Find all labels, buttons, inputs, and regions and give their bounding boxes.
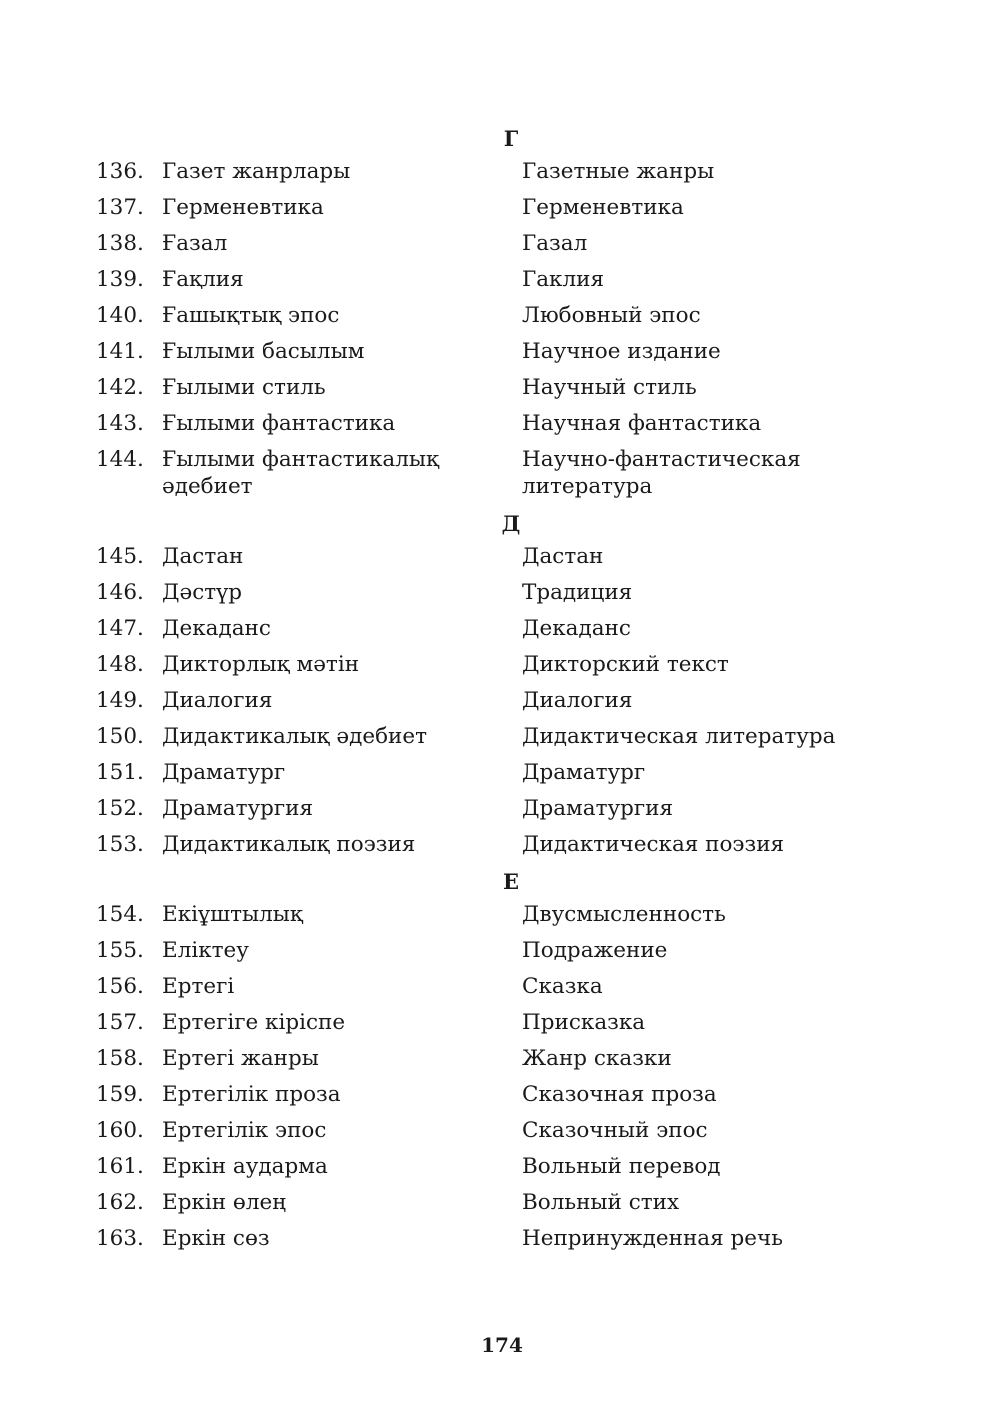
entry-140: [96, 302, 916, 329]
kazakh-term: Ғашықтық эпос: [162, 303, 340, 328]
entry-number: 137.: [96, 195, 144, 220]
entry-149: [96, 687, 916, 714]
entry-number: 147.: [96, 616, 144, 641]
entry-number: 143.: [96, 411, 144, 436]
entry-143: [96, 410, 916, 437]
entry-145: [96, 543, 916, 570]
entry-162: [96, 1189, 916, 1216]
kazakh-term: Дастан: [162, 544, 244, 569]
kazakh-term: Ертегіге кіріспе: [162, 1010, 346, 1035]
russian-term: Жанр сказки: [522, 1046, 672, 1071]
kazakh-term: Газет жанрлары: [162, 159, 351, 184]
kazakh-term: Ғылыми стиль: [162, 375, 326, 400]
russian-term: Традиция: [522, 580, 633, 605]
entry-number: 155.: [96, 938, 144, 963]
entry-number: 154.: [96, 902, 144, 927]
section-g: [96, 124, 916, 500]
entry-160: [96, 1117, 916, 1144]
kazakh-term: Еліктеу: [162, 938, 249, 963]
entry-number: 148.: [96, 652, 144, 677]
entry-150: [96, 723, 916, 750]
russian-term: Декаданс: [522, 616, 631, 641]
entry-number: 149.: [96, 688, 144, 713]
entry-151: [96, 759, 916, 786]
entry-number: 140.: [96, 303, 144, 328]
russian-term: Сказка: [522, 974, 603, 999]
russian-term: Драматург: [522, 760, 646, 785]
kazakh-term: Герменевтика: [162, 195, 324, 220]
section-e: [96, 867, 916, 1252]
entry-number: 150.: [96, 724, 144, 749]
section-letter: Д: [501, 511, 521, 536]
entry-142: [96, 374, 916, 401]
kazakh-term: Дидактикалық поэзия: [162, 832, 416, 857]
russian-term: Непринужденная речь: [522, 1226, 783, 1251]
entry-152: [96, 795, 916, 822]
russian-term: Дидактическая поэзия: [522, 832, 785, 857]
page-number: 174: [481, 1333, 523, 1357]
section-letter: Г: [503, 126, 519, 151]
entry-number: 144.: [96, 447, 144, 472]
russian-term: Дастан: [522, 544, 604, 569]
entry-number: 161.: [96, 1154, 144, 1179]
russian-term: Вольный стих: [522, 1190, 680, 1215]
kazakh-term: Диалогия: [162, 688, 273, 713]
entry-number: 156.: [96, 974, 144, 999]
russian-term: Научная фантастика: [522, 411, 762, 436]
entry-163: [96, 1225, 916, 1252]
entry-147: [96, 615, 916, 642]
russian-term: Любовный эпос: [522, 303, 701, 328]
russian-term: Вольный перевод: [522, 1154, 721, 1179]
russian-term: Герменевтика: [522, 195, 684, 220]
entry-number: 160.: [96, 1118, 144, 1143]
russian-term: Газетные жанры: [522, 159, 715, 184]
entry-161: [96, 1153, 916, 1180]
russian-term: Подражение: [522, 938, 668, 963]
entry-number: 157.: [96, 1010, 144, 1035]
entry-number: 146.: [96, 580, 144, 605]
entry-136: [96, 158, 916, 185]
entry-156: [96, 973, 916, 1000]
entry-number: 162.: [96, 1190, 144, 1215]
russian-term: Дикторский текст: [522, 652, 729, 677]
entry-number: 138.: [96, 231, 144, 256]
kazakh-term: Ертегілік эпос: [162, 1118, 327, 1143]
entry-number: 152.: [96, 796, 144, 821]
kazakh-term: Ғылыми фантастикалық әдебиет: [162, 447, 440, 499]
kazakh-term: Еркін өлең: [162, 1190, 287, 1215]
entry-number: 141.: [96, 339, 144, 364]
entry-148: [96, 651, 916, 678]
section-d: [96, 509, 916, 858]
russian-term: Дидактическая литература: [522, 724, 836, 749]
russian-term: Двусмысленность: [522, 902, 726, 927]
kazakh-term: Ертегі: [162, 974, 235, 999]
kazakh-term: Ғазал: [162, 231, 228, 256]
entry-159: [96, 1081, 916, 1108]
kazakh-term: Драматургия: [162, 796, 314, 821]
entry-number: 151.: [96, 760, 144, 785]
entry-number: 163.: [96, 1226, 144, 1251]
kazakh-term: Дидактикалық әдебиет: [162, 724, 427, 749]
glossary: [96, 122, 916, 1261]
entry-137: [96, 194, 916, 221]
entry-number: 136.: [96, 159, 144, 184]
entry-146: [96, 579, 916, 606]
kazakh-term: Еркін аударма: [162, 1154, 328, 1179]
kazakh-term: Ертегілік проза: [162, 1082, 341, 1107]
kazakh-term: Драматург: [162, 760, 286, 785]
russian-term: Научный стиль: [522, 375, 697, 400]
entry-number: 153.: [96, 832, 144, 857]
russian-term: Научно-фантастическая литература: [522, 447, 801, 499]
russian-term: Гаклия: [522, 267, 605, 292]
russian-term: Научное издание: [522, 339, 721, 364]
entry-153: [96, 831, 916, 858]
kazakh-term: Ертегі жанры: [162, 1046, 319, 1071]
entry-158: [96, 1045, 916, 1072]
kazakh-term: Ғақлия: [162, 267, 244, 292]
entry-141: [96, 338, 916, 365]
entry-number: 145.: [96, 544, 144, 569]
entry-number: 159.: [96, 1082, 144, 1107]
russian-term: Драматургия: [522, 796, 674, 821]
entry-154: [96, 901, 916, 928]
entry-number: 158.: [96, 1046, 144, 1071]
entry-157: [96, 1009, 916, 1036]
russian-term: Сказочная проза: [522, 1082, 717, 1107]
kazakh-term: Декаданс: [162, 616, 271, 641]
entry-138: [96, 230, 916, 257]
entry-144: [96, 446, 916, 500]
russian-term: Диалогия: [522, 688, 633, 713]
kazakh-term: Дәстүр: [162, 580, 243, 605]
section-letter: Е: [502, 869, 519, 894]
entry-139: [96, 266, 916, 293]
russian-term: Сказочный эпос: [522, 1118, 708, 1143]
kazakh-term: Дикторлық мәтін: [162, 652, 360, 677]
entry-155: [96, 937, 916, 964]
kazakh-term: Ғылыми фантастика: [162, 411, 396, 436]
kazakh-term: Ғылыми басылым: [162, 339, 365, 364]
russian-term: Присказка: [522, 1010, 646, 1035]
entry-number: 142.: [96, 375, 144, 400]
kazakh-term: Екіұштылық: [162, 902, 303, 927]
entry-number: 139.: [96, 267, 144, 292]
russian-term: Газал: [522, 231, 588, 256]
kazakh-term: Еркін сөз: [162, 1226, 270, 1251]
